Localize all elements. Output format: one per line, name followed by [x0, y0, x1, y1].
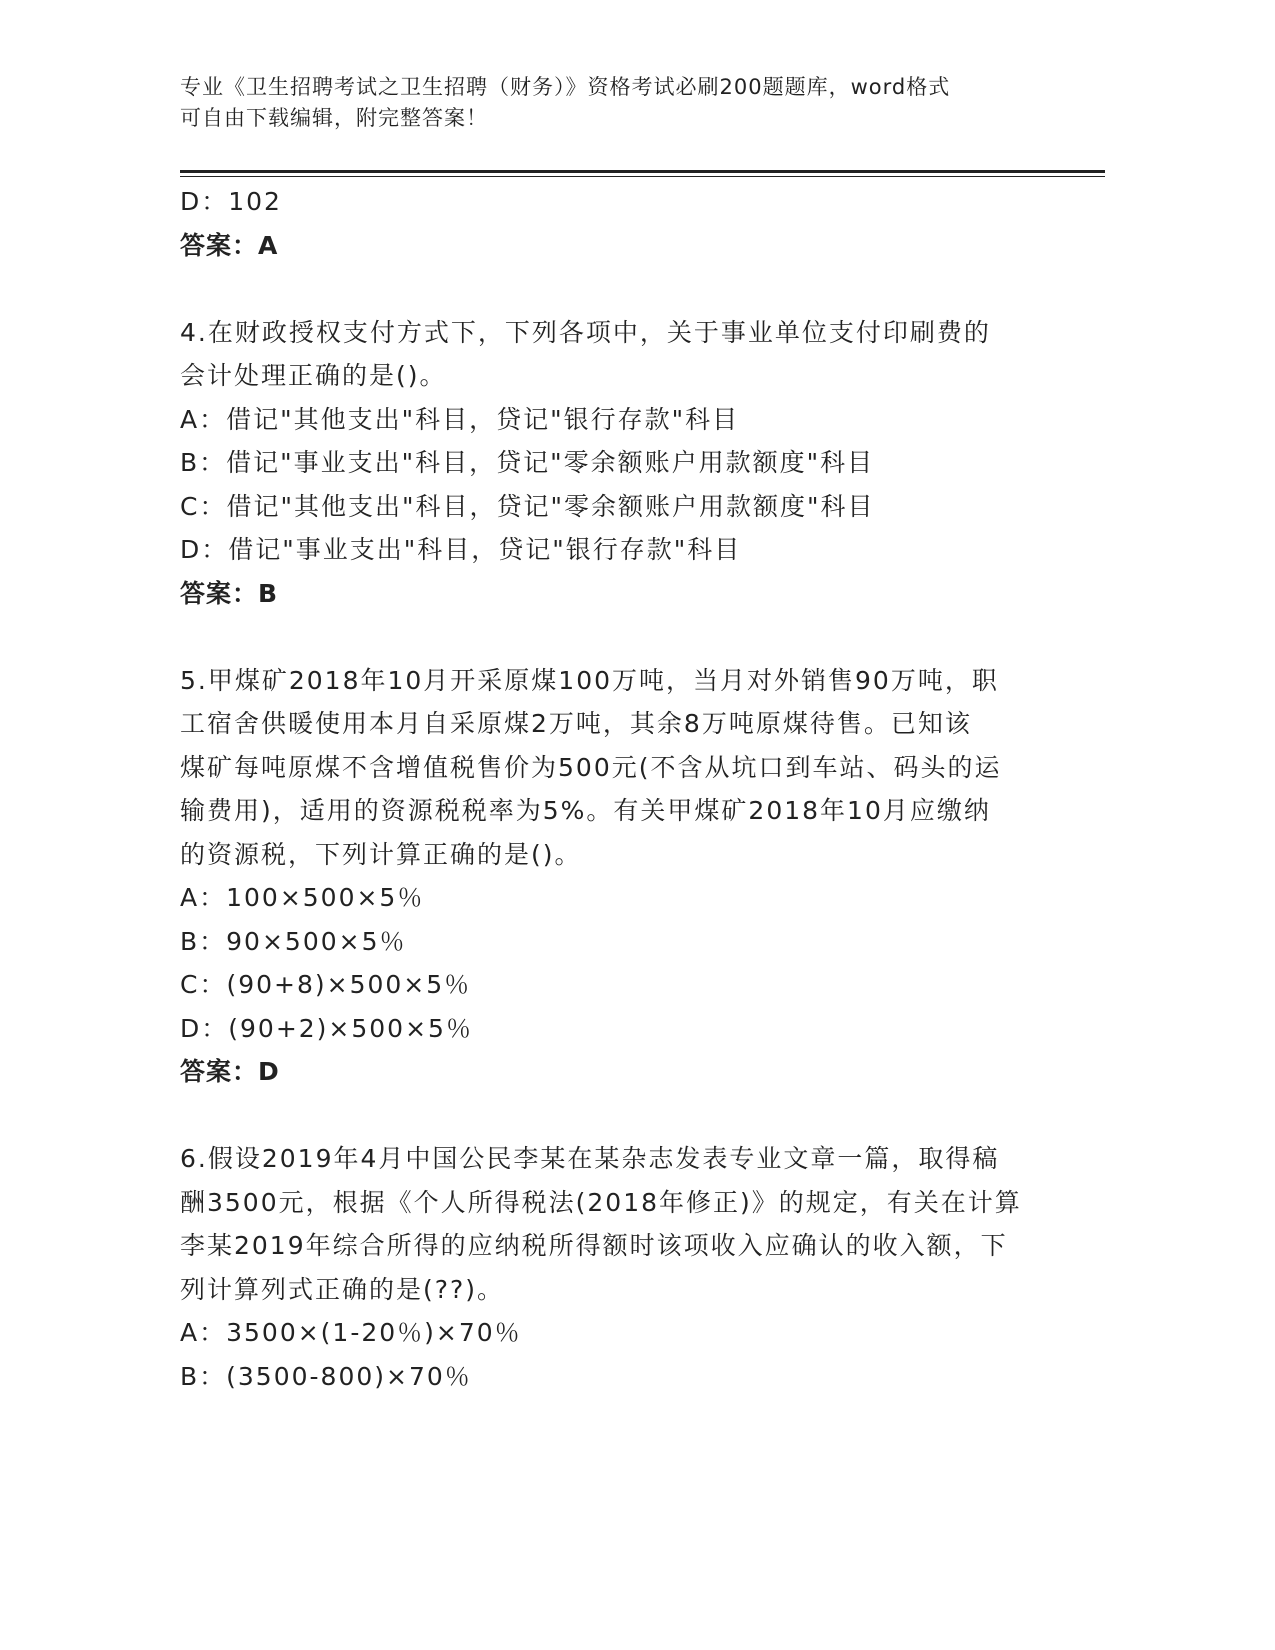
option-d: D：借记"事业支出"科目，贷记"银行存款"科目 — [180, 535, 742, 564]
document-header — [180, 72, 1080, 134]
option-b: B：(3500-800)×70％ — [180, 1361, 472, 1391]
question-stem: 列计算列式正确的是(??)。 — [180, 1274, 505, 1304]
answer: 答案：D — [180, 1057, 280, 1086]
question-6 — [180, 1137, 1060, 1398]
option-a: A：100×500×5％ — [180, 883, 425, 912]
document-body — [180, 180, 1060, 1398]
option-d: D：102 — [180, 187, 282, 216]
question-stem: 煤矿每吨原煤不含增值税售价为500元(不含从坑口到车站、码头的运 — [180, 752, 1002, 782]
option-a: A：借记"其他支出"科目，贷记"银行存款"科目 — [180, 404, 740, 434]
header-line: 专业《卫生招聘考试之卫生招聘（财务）》资格考试必刷200题题库，word格式 — [180, 75, 951, 99]
option-c: C：借记"其他支出"科目，贷记"零余额账户用款额度"科目 — [180, 491, 875, 521]
question-stem: 李某2019年综合所得的应纳税所得额时该项收入应确认的收入额，下 — [180, 1231, 1008, 1260]
option-b: B：借记"事业支出"科目，贷记"零余额账户用款额度"科目 — [180, 448, 875, 477]
question-stem: 的资源税，下列计算正确的是()。 — [180, 839, 582, 869]
question-4 — [180, 311, 1060, 616]
question-stem: 5.甲煤矿2018年10月开采原煤100万吨，当月对外销售90万吨，职 — [180, 665, 999, 695]
question-stem: 工宿舍供暖使用本月自采原煤2万吨，其余8万吨原煤待售。已知该 — [180, 709, 972, 738]
answer: 答案：A — [180, 230, 279, 260]
header-divider-thick — [180, 170, 1105, 173]
question-5 — [180, 659, 1060, 1094]
option-b: B：90×500×5％ — [180, 926, 407, 956]
option-d: D：(90+2)×500×5％ — [180, 1013, 473, 1043]
question-stem: 6.假设2019年4月中国公民李某在某杂志发表专业文章一篇，取得稿 — [180, 1144, 1000, 1173]
header-line: 可自由下载编辑，附完整答案！ — [180, 106, 488, 130]
question-3 — [180, 180, 1060, 267]
question-stem: 4.在财政授权支付方式下，下列各项中，关于事业单位支付印刷费的 — [180, 317, 991, 347]
question-stem: 会计处理正确的是()。 — [180, 361, 447, 390]
answer: 答案：B — [180, 578, 279, 608]
question-stem: 输费用)，适用的资源税税率为5%。有关甲煤矿2018年10月应缴纳 — [180, 796, 991, 825]
header-divider-thin — [180, 176, 1105, 177]
option-c: C：(90+8)×500×5％ — [180, 970, 472, 999]
question-stem: 酬3500元，根据《个人所得税法(2018年修正)》的规定，有关在计算 — [180, 1187, 1022, 1217]
option-a: A：3500×(1-20％)×70％ — [180, 1318, 522, 1347]
